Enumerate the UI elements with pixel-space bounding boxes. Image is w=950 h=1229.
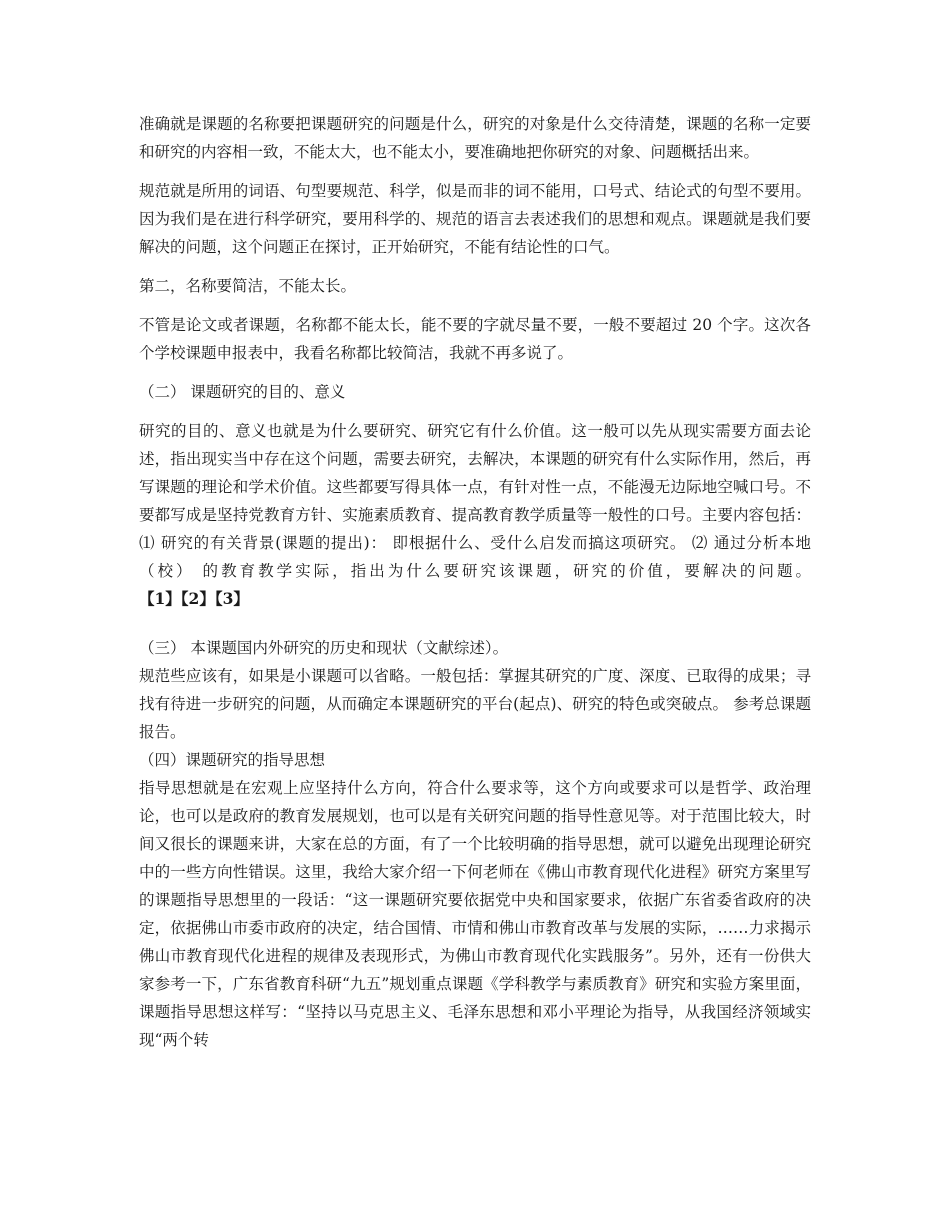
heading-literature-review: （三） 本课题国内外研究的历史和现状（文献综述）。 xyxy=(139,639,509,657)
heading-guiding-ideology: （四）课题研究的指导思想 xyxy=(139,751,326,769)
paragraph-literature-review: 规范些应该有，如果是小课题可以省略。一般包括：掌握其研究的广度、深度、已取得的成果；寻找有待进一步研究的问题，从而确定本课题研究的平台(起点)、研究的特色或突破点。 参考总课题报告。 xyxy=(139,667,811,741)
paragraph-standard: 规范就是所用的词语、句型要规范、科学，似是而非的词不能用，口号式、结论式的句型不要用。因为我们是在进行科学研究，要用科学的、规范的语言去表述我们的思想和观点。课题就是我们要解决的问题，这个问题正在探讨，正开始研究，不能有结论性的口气。 xyxy=(139,182,811,256)
paragraph-accuracy: 准确就是课题的名称要把课题研究的问题是什么，研究的对象是什么交待清楚，课题的名称一定要和研究的内容相一致，不能太大，也不能太小，要准确地把你研究的对象、问题概括出来。 xyxy=(139,115,811,161)
document-page xyxy=(139,110,811,1054)
reference-markers: 【1】【2】【3】 xyxy=(139,589,249,608)
heading-purpose: （二） 课题研究的目的、意义 xyxy=(139,383,346,401)
paragraph-purpose-text: 研究的目的、意义也就是为什么要研究、研究它有什么价值。这一般可以先从现实需要方面去论述，指出现实当中存在这个问题，需要去研究，去解决，本课题的研究有什么实际作用，然后，再写课题的理论和学术价值。这些都要写得具体一点，有针对性一点，不能漫无边际地空喊口号。不要都写成是坚持党教育方针、实施素质教育、提高教育教学质量等一般性的口号。主要内容包括：⑴ 研究的有关背景(课题的提出)： 即根据什么、受什么启发而搞这项研究。 ⑵ 通过分析本地（校） 的教育教学实际，指出为什么要研究该课题，研究的价值，要解决的问题。 xyxy=(139,422,811,580)
paragraph-guiding-ideology: 指导思想就是在宏观上应坚持什么方向，符合什么要求等，这个方向或要求可以是哲学、政治理论，也可以是政府的教育发展规划，也可以是有关研究问题的指导性意见等。对于范围比较大，时间又很长的课题来讲，大家在总的方面，有了一个比较明确的指导思想，就可以避免出现理论研究中的一些方向性错误。这里，我给大家介绍一下何老师在《佛山市教育现代化进程》研究方案里写的课题指导思想里的一段话：“这一课题研究要依据党中央和国家要求，依据广东省委省政府的决定，依据佛山市委市政府的决定，结合国情、市情和佛山市教育改革与发展的实际，……力求揭示佛山市教育现代化进程的规律及表现形式，为佛山市教育现代化实践服务”。另外，还有一份供大家参考一下，广东省教育科研“九五”规划重点课题《学科教学与素质教育》研究和实验方案里面，课题指导思想这样写：“坚持以马克思主义、毛泽东思想和邓小平理论为指导，从我国经济领域实现“两个转 xyxy=(139,779,811,1049)
paragraph-concise: 不管是论文或者课题，名称都不能太长，能不要的字就尽量不要，一般不要超过 20 个字。这次各个学校课题申报表中，我看名称都比较简洁，我就不再多说了。 xyxy=(139,316,811,362)
paragraph-purpose xyxy=(139,417,811,613)
heading-second-point: 第二，名称要简洁，不能太长。 xyxy=(139,277,357,295)
